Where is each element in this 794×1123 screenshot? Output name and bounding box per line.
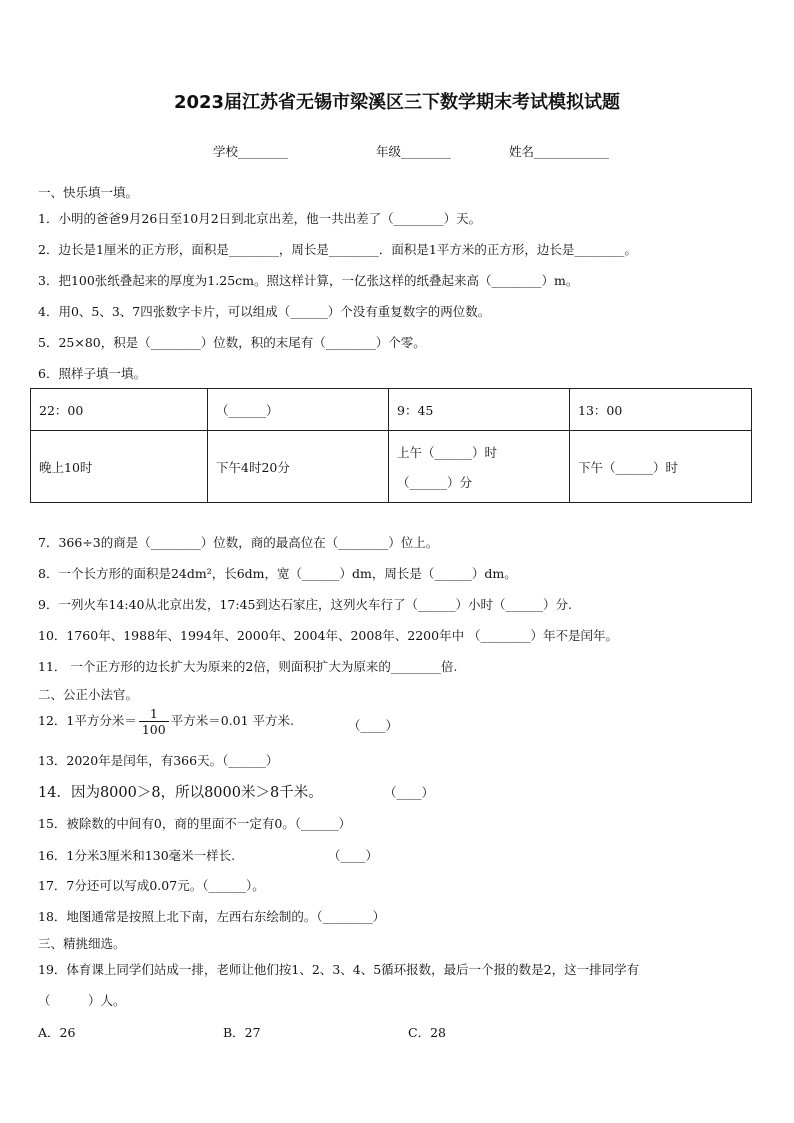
time-conversion-table <box>30 388 752 503</box>
section-heading-2: 二、公正小法官。 <box>38 687 139 702</box>
question-19-cont: （ ）人。 <box>38 993 126 1008</box>
question-10: 10．1760年、1988年、1994年、2000年、2004年、2008年、2200年中 （________）年不是闰年。 <box>38 628 619 643</box>
grade-field: 年级________ <box>376 144 452 159</box>
question-18: 18．地图通常是按照上北下南，左西右东绘制的。（________） <box>38 909 386 924</box>
fraction <box>139 706 169 737</box>
table-cell: （______） <box>208 389 389 431</box>
question-11: 11． 一个正方形的边长扩大为原来的2倍，则面积扩大为原来的________倍. <box>38 659 458 674</box>
question-1: 1．小明的爸爸9月26日至10月2日到北京出差，他一共出差了（________）天。 <box>38 211 482 226</box>
question-16: 16．1分米3厘米和130毫米一样长. <box>38 848 236 863</box>
section-heading-3: 三、精挑细选。 <box>38 936 126 951</box>
question-5: 5．25×80，积是（________）位数，积的末尾有（________）个零。 <box>38 335 426 350</box>
table-cell-line: 上午（______）时 <box>397 444 498 460</box>
option-a: A．26 <box>38 1025 76 1040</box>
page-title: 2023届江苏省无锡市梁溪区三下数学期末考试模拟试题 <box>173 92 621 113</box>
question-15: 15．被除数的中间有0，商的里面不一定有0。（______） <box>38 816 352 831</box>
question-7: 7．366÷3的商是（________）位数，商的最高位在（________）位上。 <box>38 535 439 550</box>
question-14: 14．因为8000＞8，所以8000米＞8千米。 <box>38 785 323 801</box>
table-cell: 下午4时20分 <box>208 431 389 503</box>
table-cell: 晚上10时 <box>31 431 208 503</box>
question-9: 9．一列火车14:40从北京出发，17:45到达石家庄，这列火车行了（______）小时（______）分. <box>38 597 572 612</box>
table-cell-line: （______）分 <box>397 474 473 490</box>
question-2: 2．边长是1厘米的正方形，面积是________，周长是________．面积是1平方米的正方形，边长是________。 <box>38 242 637 257</box>
question-12-prefix: 12．1平方分米＝ <box>38 713 137 728</box>
question-4: 4．用0、5、3、7四张数字卡片，可以组成（______）个没有重复数字的两位数。 <box>38 304 491 319</box>
question-12-answer: （____） <box>348 718 399 733</box>
question-12 <box>38 706 294 737</box>
table-cell: 下午（______）时 <box>570 431 752 503</box>
option-c: C．28 <box>408 1025 446 1040</box>
name-field: 姓名____________ <box>509 144 610 159</box>
school-field: 学校________ <box>213 144 289 159</box>
question-13: 13．2020年是闰年，有366天。（______） <box>38 753 279 768</box>
table-row <box>31 431 752 503</box>
question-17: 17．7分还可以写成0.07元。（______）。 <box>38 878 265 893</box>
table-cell: 22：00 <box>31 389 208 431</box>
fraction-denominator: 100 <box>141 722 166 737</box>
question-6: 6．照样子填一填。 <box>38 366 146 381</box>
table-row <box>31 389 752 431</box>
table-cell <box>389 431 570 503</box>
question-3: 3．把100张纸叠起来的厚度为1.25cm。照这样计算，一亿张这样的纸叠起来高（________）m。 <box>38 273 579 288</box>
question-8: 8．一个长方形的面积是24dm²，长6dm，宽（______）dm，周长是（______）dm。 <box>38 566 517 581</box>
table-cell: 9：45 <box>389 389 570 431</box>
option-b: B．27 <box>223 1025 261 1040</box>
question-16-answer: （____） <box>328 848 379 863</box>
question-14-answer: （____） <box>384 785 435 800</box>
section-heading-1: 一、快乐填一填。 <box>38 185 139 200</box>
table-cell: 13：00 <box>570 389 752 431</box>
question-12-suffix: 平方米＝0.01 平方米. <box>170 713 294 728</box>
question-19: 19．体育课上同学们站成一排，老师让他们按1、2、3、4、5循环报数，最后一个报的数是2，这一排同学有 <box>38 962 640 977</box>
fraction-numerator: 1 <box>139 706 169 722</box>
